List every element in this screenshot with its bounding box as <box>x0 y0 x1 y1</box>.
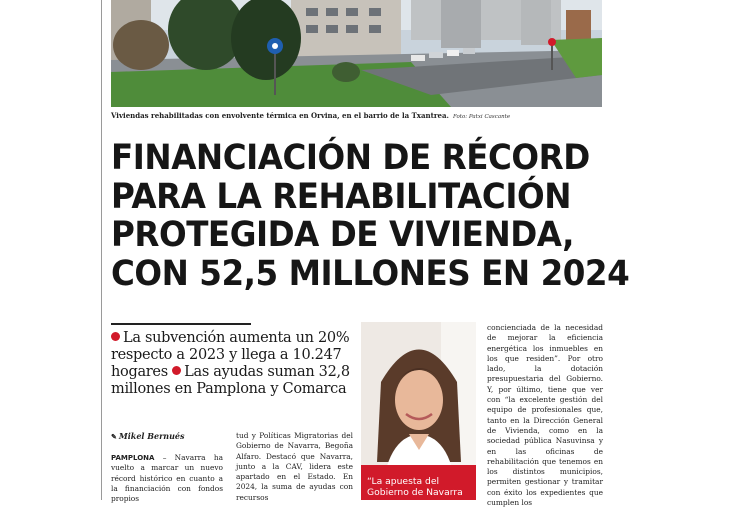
headline-line: FINANCIACIÓN DE RÉCORD <box>111 138 590 178</box>
street-scene-illustration <box>111 0 602 107</box>
deck-point: La subvención aumenta un 20% respecto a 2023 y llega a 10.247 hogares <box>111 330 350 380</box>
body-column-1 <box>111 453 223 504</box>
body-text: concienciada de la necesidad de mejorar la eficiencia energética los inmuebles en los que residen”. Por otro lado, la dotación presupuestaria del Gobierno. Y, por último, tiene que ver con “la excelente gestión del equipo de profesionales que, tanto en la Dirección General de Vivienda, como en la sociedad pública Nasuvinsa y en las oficinas de rehabilitación que tenemos en los distintos municipios, permiten gestionar y tramitar con éxito los expedientes que cumplen los <box>487 323 603 508</box>
headline <box>111 138 630 294</box>
bullet-dot-icon <box>111 332 120 341</box>
byline <box>111 431 185 441</box>
caption-text: Viviendas rehabilitadas con envolvente térmica en Orvina, en el barrio de la Txantrea. <box>111 111 449 120</box>
pen-icon: ✎ <box>111 432 117 441</box>
headline-line: CON 52,5 MILLONES EN 2024 <box>111 253 630 294</box>
bullet-dot-icon <box>172 366 181 375</box>
pull-quote: “La apuesta del Gobierno de Navarra <box>367 476 463 498</box>
dateline: PAMPLONA <box>111 454 155 462</box>
deck-summary <box>111 330 356 398</box>
byline-author: Mikel Bernués <box>118 431 185 441</box>
body-text: – Navarra ha vuelto a marcar un nuevo récord histórico en cuanto a la financiación con fondos propios <box>111 453 223 504</box>
body-text: tud y Políticas Migratorias del Gobierno de Navarra, Begoña Alfaro. Destacó que Navarra, junto a la CAV, lidera este apartado en el Estado. En 2024, la suma de ayudas con recursos <box>236 431 353 502</box>
deck-point: Las ayudas suman 32,8 millones en Pamplona y Comarca <box>111 364 350 397</box>
photo-credit: Foto: Patxi Cascante <box>452 114 511 120</box>
deck-rule <box>111 323 251 325</box>
street-photo <box>111 0 602 107</box>
body-column-3 <box>487 323 603 508</box>
page-edge <box>101 0 102 500</box>
body-column-2 <box>236 431 353 503</box>
headline-line: PARA LA REHABILITACIÓN <box>111 176 571 217</box>
headline-line: PROTEGIDA DE VIVIENDA, <box>111 215 575 255</box>
photo-caption <box>111 111 611 122</box>
